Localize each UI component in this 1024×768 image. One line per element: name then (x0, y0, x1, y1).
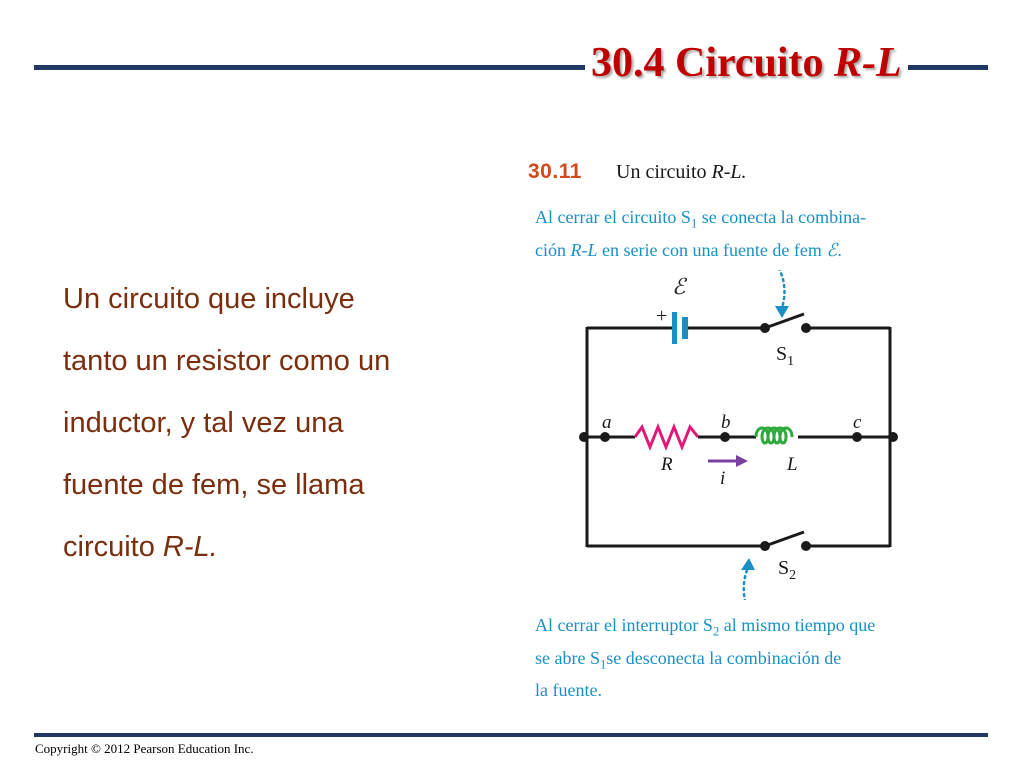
node-b-label: b (721, 412, 731, 433)
node-a-label: a (602, 412, 612, 433)
body-line-4: fuente de fem, se llama (63, 469, 365, 501)
figure-number: 30.11 (528, 160, 582, 183)
body-line-2: tanto un resistor como un (63, 345, 391, 377)
footer-rule (34, 733, 988, 737)
rl-circuit-diagram (560, 270, 920, 600)
battery-long-plate (672, 312, 677, 344)
note-bottom-l2-a: se abre S (535, 647, 600, 668)
s1-label-main: S (776, 343, 788, 365)
top-callout-arrowhead (775, 306, 789, 318)
figure-caption (616, 161, 747, 184)
note-bottom-line-1 (535, 612, 875, 645)
note-top-line-1 (535, 204, 866, 237)
current-label: i (720, 468, 726, 489)
note-bottom-l1-a: Al cerrar el interruptor S (535, 615, 713, 635)
node-a (600, 432, 610, 442)
node-right-outer (888, 432, 898, 442)
s2-label-sub: 2 (789, 568, 797, 583)
title-italic: R-L (834, 40, 902, 86)
s2-label-main: S (778, 557, 790, 579)
emf-label: ℰ (672, 274, 686, 299)
body-line-3: inductor, y tal vez una (63, 407, 344, 439)
battery-short-plate (682, 317, 688, 339)
s2-label (778, 557, 796, 583)
note-bottom-line-3: la fuente. (535, 680, 602, 701)
note-bottom-line-2 (535, 645, 875, 678)
body-text (63, 268, 483, 578)
note-top-l1-sub: 1 (690, 216, 698, 231)
bottom-callout-arrowhead (741, 558, 755, 570)
note-bottom-l2-sub: 1 (599, 657, 607, 672)
body-line-5-prefix: circuito (63, 531, 163, 563)
figure-caption-italic: R-L. (711, 161, 747, 183)
inductor-label: L (787, 454, 798, 475)
resistor (635, 427, 698, 447)
s2-switch-blade (765, 532, 804, 546)
s1-label-sub: 1 (787, 354, 795, 369)
note-top-l2-b: en serie con una fuente de fem (597, 239, 827, 260)
top-callout-arrow (772, 270, 784, 308)
note-top-l2-end: . (837, 239, 842, 260)
note-top (535, 204, 866, 263)
note-top-line-2 (535, 237, 866, 263)
note-top-l1-b: se conecta la combina- (697, 207, 867, 227)
current-arrowhead (736, 455, 748, 467)
note-top-l2-italic: R-L (570, 239, 598, 260)
bottom-callout-arrow (744, 568, 752, 600)
note-top-l2-emf: ℰ (826, 239, 838, 260)
node-c-label: c (853, 412, 862, 433)
note-bottom-l2-b: se desconecta la combinación de (606, 647, 842, 668)
s1-label (776, 343, 794, 369)
note-bottom-l1-sub: 2 (712, 624, 720, 639)
note-bottom-l1-b: al mismo tiempo que (719, 615, 876, 635)
node-b (720, 432, 730, 442)
note-top-l1-a: Al cerrar el circuito S (535, 207, 691, 227)
body-line-5-italic: R-L. (162, 531, 218, 563)
resistor-label: R (661, 454, 673, 475)
note-top-l2-a: ción (535, 239, 571, 260)
body-line-1: Un circuito que incluye (63, 283, 355, 315)
slide-title (585, 38, 908, 88)
plus-label: + (656, 305, 668, 327)
title-prefix: 30.4 Circuito (591, 40, 835, 86)
copyright-text: Copyright © 2012 Pearson Education Inc. (35, 741, 254, 756)
body-line-5 (63, 516, 483, 578)
figure-caption-prefix: Un circuito (616, 161, 712, 183)
node-c (852, 432, 862, 442)
inductor (756, 428, 792, 443)
s1-switch-blade (765, 314, 804, 328)
note-bottom (535, 612, 875, 703)
